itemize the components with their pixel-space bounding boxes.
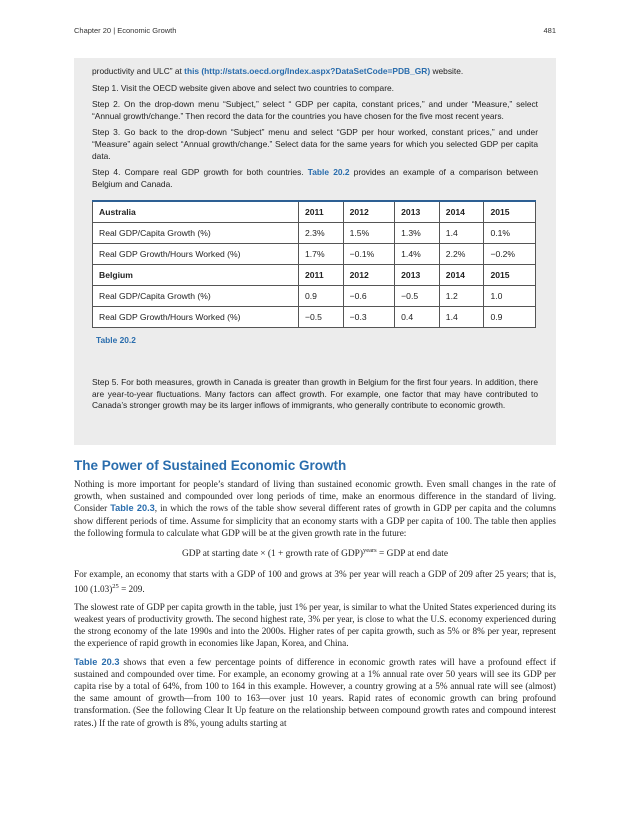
- table-cell: 1.5%: [343, 223, 395, 244]
- country-header: Belgium: [93, 265, 299, 286]
- table-caption: Table 20.2: [96, 335, 136, 346]
- year-header: 2013: [395, 265, 440, 286]
- table-cell: 2.2%: [439, 244, 484, 265]
- table-row: [93, 223, 536, 244]
- year-header: 2015: [484, 201, 536, 223]
- exercise-box: [74, 58, 556, 445]
- intro-paragraph: productivity and ULC” at this (http://stats.oecd.org/Index.aspx?DataSetCode=PDB_GR) website.: [92, 66, 464, 76]
- table-cell: 1.3%: [395, 223, 440, 244]
- table-cell: 1.4: [439, 223, 484, 244]
- step-4: Step 4. Compare real GDP growth for both countries. Table 20.2 provides an example of a comparison between Belgium and Canada.: [92, 167, 538, 189]
- table-cell: 0.1%: [484, 223, 536, 244]
- table-cell: 1.4: [439, 307, 484, 328]
- section-body: [74, 478, 556, 735]
- table-header-row: [93, 201, 536, 223]
- paragraph-3: The slowest rate of GDP per capita growth in the table, just 1% per year, is similar to what the United States experienced during its weakest years of productivity growth. The second highest rate, 3% per year, is close to what the U.S. economy experienced during the strong economy of the late 1990s and into the 2000s. Higher rates of per capita growth, such as 5% or 8% per year, represent the experience of rapid growth in economies like Japan, Korea, and China.: [74, 601, 556, 649]
- country-header: Australia: [93, 201, 299, 223]
- oecd-link[interactable]: this (http://stats.oecd.org/Index.aspx?DataSetCode=PDB_GR): [184, 66, 431, 76]
- year-header: 2015: [484, 265, 536, 286]
- table-cell: 2.3%: [299, 223, 344, 244]
- step-3: Step 3. Go back to the drop-down “Subject” menu and select “GDP per hour worked, constant prices,” and under “Measure” again select “Annual growth/change.” Select data for the same years for which you selected GDP per capita data.: [92, 127, 538, 161]
- table-cell: −0.3: [343, 307, 395, 328]
- row-label: Real GDP/Capita Growth (%): [93, 286, 299, 307]
- step-1: Step 1. Visit the OECD website given above and select two countries to compare.: [92, 82, 394, 93]
- comparison-table: [92, 200, 536, 328]
- chapter-title: Chapter 20 | Economic Growth: [74, 26, 177, 35]
- table-20-2-link[interactable]: Table 20.2: [307, 167, 350, 178]
- table-20-3-link[interactable]: Table 20.3: [74, 656, 120, 667]
- table-cell: −0.6: [343, 286, 395, 307]
- paragraph-4: Table 20.3 shows that even a few percentage points of difference in economic growth rates will have a profound effect if sustained and compounded over time. For example, an economy growing at a 1% annual rate over 50 years will see its GDP per capita rise by a total of 64%, from 100 to 164 in this example. However, a country growing at a 5% annual rate will see (almost) the same amount of growth—from 100 to 163—over just 10 years. Rapid rates of economic growth can bring profound transformation. (See the following Clear It Up feature on the relationship between compound growth rates and compound interest rates.) If the rate of growth is 8%, young adults starting at: [74, 656, 556, 728]
- table-cell: 1.4%: [395, 244, 440, 265]
- growth-formula: GDP at starting date × (1 + growth rate of GDP)$^{years}$ = GDP at end date: [181, 547, 449, 560]
- section-heading: The Power of Sustained Economic Growth: [74, 458, 347, 473]
- paragraph-2: For example, an economy that starts with a GDP of 100 and grows at 3% per year will reach a GDP of 209 after 25 years; that is, 100 $(1.03)^{25} = 209$.: [74, 569, 556, 594]
- table-row: [93, 286, 536, 307]
- table-row: [93, 244, 536, 265]
- table-header-row: [93, 265, 536, 286]
- year-header: 2012: [343, 265, 395, 286]
- table-20-3-link[interactable]: Table 20.3: [110, 503, 155, 514]
- year-header: 2011: [299, 201, 344, 223]
- year-header: 2011: [299, 265, 344, 286]
- step-5: Step 5. For both measures, growth in Canada is greater than growth in Belgium for the first four years. In addition, there are year-to-year fluctuations. Many factors can affect growth. For example, one factor that may have contributed to Canada’s stronger growth may be its larger inflows of immigrants, who generally contribute to economic growth.: [92, 376, 538, 411]
- table-cell: 0.9: [484, 307, 536, 328]
- row-label: Real GDP Growth/Hours Worked (%): [93, 244, 299, 265]
- year-header: 2014: [439, 201, 484, 223]
- table-cell: 1.0: [484, 286, 536, 307]
- year-header: 2013: [395, 201, 440, 223]
- table-row: [93, 307, 536, 328]
- page-number: 481: [543, 26, 556, 35]
- table-cell: 0.4: [395, 307, 440, 328]
- table-cell: −0.5: [299, 307, 344, 328]
- table-cell: −0.2%: [484, 244, 536, 265]
- table-cell: 1.7%: [299, 244, 344, 265]
- year-header: 2014: [439, 265, 484, 286]
- table-cell: 1.2: [439, 286, 484, 307]
- row-label: Real GDP/Capita Growth (%): [93, 223, 299, 244]
- table-cell: −0.5: [395, 286, 440, 307]
- table-cell: −0.1%: [343, 244, 395, 265]
- year-header: 2012: [343, 201, 395, 223]
- row-label: Real GDP Growth/Hours Worked (%): [93, 307, 299, 328]
- step-2: Step 2. On the drop-down menu “Subject,” select “ GDP per capita, constant prices,” and under “Measure,” select “Annual growth/change.” Then record the data for the countries you have chosen for the five most recent years.: [92, 99, 538, 121]
- paragraph-1: Nothing is more important for people’s standard of living than sustained economic growth. Even small changes in the rate of growth, when sustained and compounded over long periods of time, make an enormous difference in the standard of living. Consider Table 20.3, in which the rows of the table show several different rates of growth in GDP per capita and the columns show different periods of time. Assume for simplicity that an economy starts with a GDP per capita of 100. The table then applies the following formula to calculate what GDP will be at the given growth rate in the future:: [74, 479, 556, 538]
- table-cell: 0.9: [299, 286, 344, 307]
